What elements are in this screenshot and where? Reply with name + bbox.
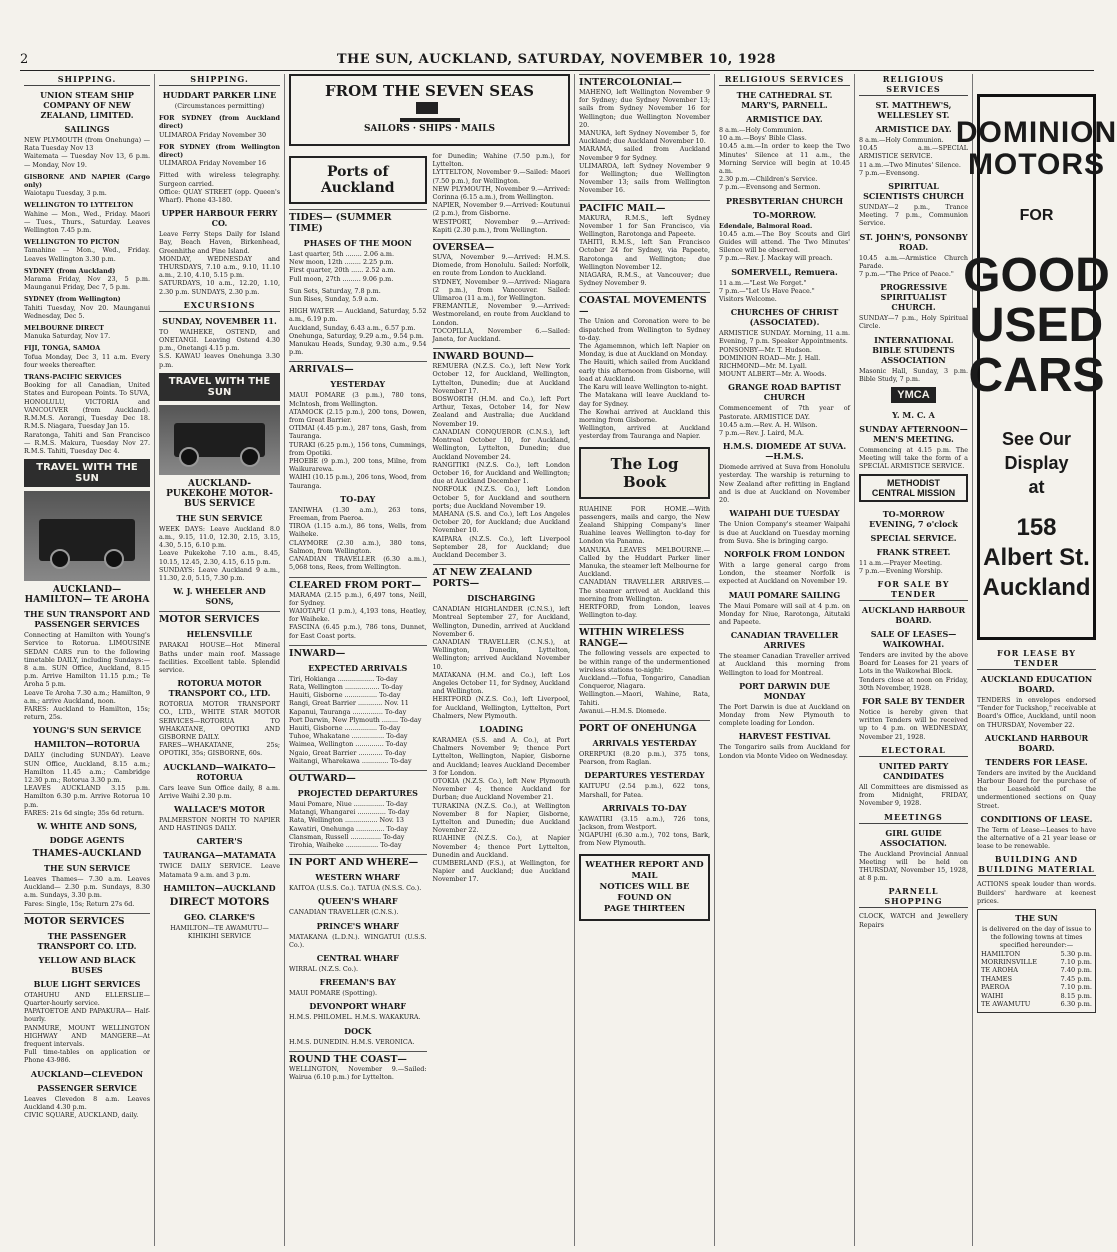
article-text: The Union Company's steamer Waipahi is due at Auckland on Tuesday morning from Suva. She is bringing cargo. [719, 520, 850, 545]
article-text: The Tongariro sails from Auckland for London via Monte Video on Wednesday. [719, 743, 850, 760]
notice-text: Commencing at 4.15 p.m. The Meeting will take the form of a SPECIAL ARMISTICE SERVICE. [859, 446, 968, 471]
ad-heading: HAMILTON—ROTORUA [34, 739, 140, 750]
sub-heading: DOCK [344, 1025, 372, 1036]
article-text: RUAHINE FOR HOME.—With passengers, mails and cargo, the New Zealand Shipping Company's liner Ruahine leaves Wellington to-day for London via Panama. MANUKA LEAVES MELBOURNE.—Called by the Huddart Parker liner Manuka, the steamer left Melbourne for Auckland. CANADIAN TRAVELLER ARRIVES.—The steamer arrived at Auckland this morning from Wellington. HERTFORD, from London, leaves Wellington to-day. [579, 504, 710, 620]
column-shipping-2 [155, 74, 285, 1246]
ad-subheading: THE SUN SERVICE [176, 512, 263, 523]
sub-heading: PROJECTED DEPARTURES [297, 787, 418, 798]
notice-text: SUNDAY—7 p.m., Holy Spiritual Circle. [859, 314, 968, 331]
column-religious-1 [715, 74, 855, 1246]
article-heading: NORFOLK FROM LONDON [723, 548, 845, 559]
ad-body: NEW PLYMOUTH (from Onehunga) — Rata Tuesday Nov 13 Waitemata — Tuesday Nov 13, 6 p.m. — Monday, Nov 19. GISBORNE AND NAPIER (Cargo only) Waiotapu Tuesday, 3 p.m. WELLINGTON TO LYTTELTON Wahine — Mon., Wed., Friday. Maori — Tues., Thurs., Saturday. Leaves Wellington 7.45 p.m. WELLINGTON TO PICTON Tamahine — Mon., Wed., Friday. Leaves Wellington 3.30 p.m. SYDNEY (from Auckland) Marama Friday, Nov 23, 5 p.m. Maunganui Friday, Dec 7, 5 p.m. SYDNEY (from Wellington) Tahiti Tuesday, Nov 20. Maunganui Wednesday, Dec 5. MELBOURNE DIRECT Manuka Saturday, Nov 17. FIJI, TONGA, SAMOA Tofua Monday, Dec 3, 11 a.m. Every four weeks thereafter. TRANS-PACIFIC SERVICES Booking for all Canadian, United States and European Points. To SUVA, HONOLULU, VICTORIA and VANCOUVER (from Auckland). R.M.M.S. Aorangi, Tuesday Dec 18. R.M.S. Niagara, Tuesday Jan 15. Raratonga, Tahiti and San Francisco — R.M.S. Makura, Tuesday Nov 27. R.M.S. Tahiti, Tuesday Dec 4. [24, 136, 150, 455]
article-text: The Maui Pomare will sail at 4 p.m. on Monday for Niue, Rarotonga, Aitutaki and Papeete. [719, 601, 850, 626]
article-heading: HARVEST FESTIVAL [738, 731, 831, 742]
notice-text: Edendale, Balmoral Road. 10.45 a.m.—The Boy Scouts and Girl Guides will attend. The Two Minutes' Silence will be observed. 7 p.m.—Rev. J. Mackay will preach. [719, 221, 850, 263]
column-header: SHIPPING. [24, 74, 150, 86]
section-heading: TIDES— (SUMMER TIME) [289, 209, 427, 234]
section-heading: OVERSEA— [433, 239, 571, 253]
article-text: Diomede arrived at Suva from Honolulu yesterday. The warship is returning to New Zealand after refitting in England and is due at Auckland on November 20. [719, 463, 850, 505]
section-header: MEETINGS [859, 812, 968, 824]
ad-heading: HUDDART PARKER LINE [162, 90, 277, 100]
ad-body: WEEK DAYS: Leave Auckland 8.0 a.m., 9.15, 11.0, 12.30, 2.15, 3.15, 4.30, 5.15, 6.10 p.m. Leave Pukekohe 7.10 a.m., 8.45, 10.15, 12.45, 2.30, 4.15, 6.15 p.m. SUNDAYS: Leave Auckland 9 a.m., 11.30, 2.0, 5.15, 7.30 p.m. [159, 524, 280, 583]
ad-body: Cars leave Sun Office daily, 8 a.m. Arrive Waihi 2.30 p.m. [159, 783, 280, 800]
ad-body: Connecting at Hamilton with Young's Service to Rotorua. LIMOUSINE SEDAN CARS run to the following timetable DAILY, including Sundays:— 8 a.m. SUN Office, Auckland, 8.15 p.m. Arrive Hamilton 11.15 p.m.; Te Aroha 5 p.m. Leave Te Aroha 7.30 a.m.; Hamilton, 9 a.m.; arrive Auckland, noon. FARES: Auckland to Hamilton, 15s; return, 25s. [24, 631, 150, 722]
methodist-mission-logo: METHODIST CENTRAL MISSION [859, 474, 968, 502]
bus-photo [159, 405, 280, 475]
section-heading: INWARD— [289, 645, 427, 659]
sun-delivery-box [977, 909, 1096, 1012]
sub-heading: FREEMAN'S BAY [319, 977, 396, 988]
ad-body: PARAKAI HOUSE—Hot Mineral Baths under main roof. Massage facilities. Excellent table. Splendid service. [159, 641, 280, 674]
ad-headline: DOMINION MOTORS [955, 116, 1117, 181]
travel-with-the-sun-banner: TRAVEL WITH THE SUN [24, 459, 150, 487]
ad-heading: HELENSVILLE [186, 629, 253, 640]
ad-heading: ROTORUA MOTOR TRANSPORT CO., LTD. [168, 678, 271, 699]
ad-heading: UNION STEAM SHIP COMPANY OF NEW ZEALAND, LIMITED. [40, 90, 134, 120]
sub-heading: DEPARTURES YESTERDAY [584, 770, 705, 781]
article-text: ORERPUKI (8.20 p.m.), 375 tons, Pearson, from Raglan. [579, 749, 710, 767]
ad-subheading: THE SUN SERVICE [44, 862, 130, 873]
delivery-times-table [981, 950, 1092, 1009]
table-row: WAIHI 8.15 p.m. [981, 991, 1092, 1000]
notice-text: The Auckland Provincial Annual Meeting will be held on THURSDAY, November 15, 1928, at 8 p.m. [859, 849, 968, 883]
ports-of-auckland-box: Ports of Auckland [289, 156, 427, 204]
sub-heading: CENTRAL WHARF [316, 952, 399, 963]
notice-text: Tenders are invited by the above Board for Leases for 21 years of Lots in the Waikowhai Block. Tenders close at noon on Friday, 30th November, 1928. [859, 651, 968, 692]
ad-heading: HAMILTON—AUCKLAND [163, 882, 276, 893]
sub-heading: ARRIVALS YESTERDAY [592, 737, 697, 748]
column-intercolonial [575, 74, 715, 1246]
cleared-list: MARAMA (2.15 p.m.), 6,497 tons, Neill, for Sydney. WAIOTAPU (1 p.m.), 4,193 tons, Heatley, for Waiheke. FASCINA (6.45 p.m.), 786 tons, Dunnet, for East Coast ports. [289, 590, 427, 640]
ad-subheading: DODGE AGENTS [49, 834, 125, 845]
section-heading: MOTOR SERVICES [159, 611, 280, 625]
ad-body: Leaves Thames— 7.30 a.m. Leaves Auckland— 2.30 p.m. Sundays, 8.30 a.m. Sundays, 3.30 p.m. Fares: Single, 15s; Return 27s 6d. [24, 874, 150, 908]
section-heading: PACIFIC MAIL— [579, 200, 710, 214]
masthead [20, 48, 1094, 71]
ad-heading: GRANGE ROAD BAPTIST CHURCH [728, 382, 841, 403]
article-text: MAKURA, R.M.S., left Sydney November 1 for San Francisco, via Wellington, Rarotonga and Papeete. TAHITI, R.M.S., left San Francisco October 24 for Sydney, via Papeete, Rarotonga and Wellington; due Wellington November 12. NIAGARA, R.M.S., at Vancouver; due Sydney November 9. [579, 213, 710, 288]
article-heading: H.M.S. DIOMEDE AT SUVA.—H.M.S. [722, 441, 847, 462]
column-advertisements [955, 74, 1117, 1246]
section-heading: ROUND THE COAST— [289, 1051, 427, 1065]
ad-heading: SOMERVELL, Remuera. [731, 266, 838, 277]
ad-heading: AUCKLAND— HAMILTON— TE AROHA [24, 585, 150, 606]
notice-text: 10.45 a.m.—Armistice Church Parade. 7 p.m.—"The Price of Peace." [859, 253, 968, 279]
ad-body: (Circumstances permitting) FOR SYDNEY (from Auckland direct) ULIMAROA Friday November 30 FOR SYDNEY (from Wellington direct) ULIMAROA Friday November 16 Fitted with wireless telegraphy. Surgeon carried. Office: QUAY STREET (opp. Queen's Wharf). Phone 43-180. [159, 102, 280, 205]
table-row: TE AROHA 7.40 p.m. [981, 966, 1092, 975]
article-heading: PORT DARWIN DUE MONDAY [739, 680, 830, 701]
ad-heading: AUCKLAND-PUKEKOHE MOTOR-BUS SERVICE [166, 478, 273, 509]
notice-text: Notice is hereby given that written Tenders will be received up to 4 p.m. on WEDNESDAY, November 21, 1928. [859, 708, 968, 741]
arrivals-list: TANIWHA (1.30 a.m.), 263 tons, Freeman, from Paeroa. TIROA (1.15 a.m.), 86 tons, Wells, from Waiheke. CLAYMORE (2.30 a.m.), 380 tons, Salmon, from Wellington. CANADIAN TRAVELLER (6.30 a.m.), 5,068 tons, Rees, from Wellington. [289, 505, 427, 572]
table-row: MORRINSVILLE 7.10 p.m. [981, 958, 1092, 967]
wharf-list: CANADIAN TRAVELLER (C.N.S.). [289, 908, 399, 917]
wharf-list: WIRRAL (N.Z.S. Co.). [289, 964, 359, 973]
ad-heading: AUCKLAND HARBOUR BOARD. [984, 732, 1089, 753]
section-header: PARNELL SHOPPING [859, 886, 968, 908]
notice-text: SUNDAY—2 p.m., Trance Meeting. 7 p.m., Communion Service. [859, 203, 968, 228]
article-heading: WAIPAHI DUE TUESDAY [729, 508, 840, 519]
ad-heading: SAILINGS [64, 124, 110, 134]
table-row: TE AWAMUTU 6.30 p.m. [981, 1000, 1092, 1009]
coast-list: WELLINGTON, November 9.—Sailed: Wairua (6.10 p.m.) for Lyttelton. [289, 1064, 427, 1081]
ad-heading: DIRECT MOTORS [169, 896, 270, 908]
ad-body: DAILY (including SUNDAY). Leave SUN Office, Auckland, 8.15 a.m.; Hamilton 11.45 a.m.; Cambridge 12.30 p.m.; Rotorua 3.30 p.m. LEAVES AUCKLAND 3.15 p.m. Hamilton 6.30 p.m. Arrive Rotorua 10 p.m. FARES: 21s 6d single; 35s 6d return. [24, 751, 150, 817]
ad-subheading: CONDITIONS OF LEASE. [980, 813, 1093, 824]
section-heading: INTERCOLONIAL— [579, 74, 710, 88]
section-header: FOR LEASE BY TENDER [977, 648, 1096, 670]
table-row: THAMES 7.45 p.m. [981, 974, 1092, 983]
section-heading: INWARD BOUND— [433, 348, 571, 362]
ad-subheading: SALE OF LEASES—WAIKOWHAI. [870, 629, 957, 650]
wharf-list: H.M.S. DUNEDIN. H.M.S. VERONICA. [289, 1037, 415, 1046]
ad-subheading: TO-MORROW EVENING, 7 o'clock [869, 508, 958, 529]
section-heading: CLEARED FROM PORT— [289, 577, 427, 591]
sub-heading: TO-DAY [340, 493, 376, 504]
ad-subheading: PASSENGER SERVICE [37, 1082, 137, 1093]
tide-table: Last quarter, 5th ........ 2.06 a.m. New moon, 12th ........ 2.25 p.m. First quarter, 20th ...... 2.52 a.m. Full moon, 27th ......... 9.06 p.m. Sun Sets, Saturday, 7.8 p.m. Sun Rises, Sunday, 5.9 a.m. HIGH WATER — Auckland, Saturday, 5.52 a.m., 6.19 p.m. Auckland, Sunday, 6.43 a.m., 6.57 p.m. Onehunga, Saturday, 9.29 a.m., 9.54 p.m. Manukau Heads, Sunday, 9.30 a.m., 9.54 p.m. [289, 250, 427, 357]
sub-heading: YESTERDAY [330, 379, 386, 390]
ad-heading: AUCKLAND HARBOUR BOARD. [861, 605, 966, 626]
notice-text: 8 a.m.—Holy Communion. 10 a.m.—Boys' Bible Class. 10.45 a.m.—In order to keep the Two Minutes' Silence at 11 a.m., the Morning Service will begin at 10.45 a.m. 2.30 p.m.—Children's Service. 7 p.m.—Evensong and Sermon. [719, 126, 850, 192]
ad-subheading: FRANK STREET. [876, 546, 951, 557]
ad-body: TO WAIHEKE, OSTEND, and ONETANGI. Leaving Ostend 4.30 p.m., Onetangi 4.15 p.m. S.S. KAWAU leaves Onehunga 3.30 p.m. [159, 327, 280, 369]
ad-heading: CARTER'S [196, 836, 243, 847]
section-heading: IN PORT AND WHERE— [289, 854, 427, 868]
ad-heading: THE PASSENGER TRANSPORT CO. LTD. [37, 930, 137, 951]
sub-heading: ARRIVALS TO-DAY [602, 802, 687, 813]
ad-subheading: SUNDAY AFTERNOON—MEN'S MEETING. [859, 424, 968, 445]
article-text: MAHENO, left Wellington November 9 for Sydney; due Sydney November 13; sails from Sydney November 16 for Wellington; due Wellington November 20. MANUKA, left Sydney November 5, for Auckland; due Auckland November 10. MARAMA, sailed from Auckland November 9 for Sydney. ULIMAROA, left Sydney November 9 for Wellington; due Wellington November 13; sails from Wellington November 16. [579, 88, 710, 195]
notice-text: ARMISTICE SUNDAY. Morning, 11 a.m. Evening, 7 p.m. Speaker Appointments. PONSONBY—Mr. T. Hudson. DOMINION ROAD—Mr. J. Hall. RICHMOND—Mr. M. Lyall. MOUNT ALBERT—Mr. A. Woods. [719, 329, 850, 379]
ad-subheading: YELLOW AND BLACK BUSES [38, 954, 136, 975]
article-heading: CANADIAN TRAVELLER ARRIVES [730, 630, 839, 651]
article-text: The Union and Coronation were to be dispatched from Wellington to Sydney to-day. The Agamemnon, which left Napier on Monday, is due at Auckland on Monday. The Hauiti, which sailed from Auckland early this afternoon from Gisborne, will load at Auckland. The Karu will leave Wellington to-night. The Matakana will leave Auckland to-day for Sydney. The Kowhai arrived at Auckland this morning from Gisborne. Wellington, arrived at Auckland yesterday from Tauranga and Napier. [579, 317, 710, 441]
ad-body: OTAHUHU AND ELLERSLIE—Quarter-hourly service. PAPATOETOE AND PAPAKURA— Half-hourly. PANMURE, MOUNT WELLINGTON HIGHWAY AND MANGERE—At frequent intervals. Full time-tables on application or Phone 43-986. [24, 990, 150, 1065]
ad-body: HAMILTON—TE AWAMUTU—KIHIKIHI SERVICE [170, 923, 269, 940]
ad-heading: WALLACE'S MOTOR [173, 803, 265, 814]
ad-heading: GIRL GUIDE ASSOCIATION. [880, 827, 947, 848]
ad-subheading: ARMISTICE DAY. [746, 114, 823, 124]
ad-heading: GEO. CLARKE'S [183, 911, 256, 922]
shipping-news-text: CANADIAN HIGHLANDER (C.N.S.), left Montreal September 27, for Auckland, Wellington, Dunedin, arrived at Auckland November 6. CANADIAN TRAVELLER (C.N.S.), at Wellington, Dunedin, Lyttelton, Wellington; arrived Auckland November 10. MATAKANA (H.M. and Co.), left Los Angeles October 11, for Sydney, Auckland and Wellington. HERTFORD (N.Z.S. Co.), left Liverpool, for Auckland, Wellington, Lyttelton, Port Chalmers, New Plymouth. [432, 605, 570, 720]
sub-heading: DISCHARGING [467, 593, 536, 604]
notice-text: 8 a.m.—Holy Communion. 10.45 a.m.—SPECIAL ARMISTICE SERVICE. 11 a.m.—Two Minutes' Silence. 7 p.m.—Evensong. [859, 136, 968, 177]
ad-heading: FOR SALE BY TENDER [862, 696, 965, 707]
ad-headline: GOOD USED CARS [963, 249, 1110, 402]
ad-heading: ST. JOHN'S, PONSONBY ROAD. [859, 231, 968, 252]
ad-body: PALMERSTON NORTH TO NAPIER AND HASTINGS DAILY. [159, 815, 280, 833]
article-heading: MAUI POMARE SAILING [728, 589, 841, 600]
ad-subheading: THE SUN TRANSPORT AND PASSENGER SERVICES [24, 609, 150, 630]
sub-heading: DEVONPORT WHARF [309, 1001, 407, 1012]
section-header: ELECTORAL [859, 745, 968, 757]
ad-body: Leave Ferry Steps Daily for Island Bay, Beach Haven, Birkenhead, Greenhithe and Pine Island. MONDAY, WEDNESDAY and THURSDAYS, 7.10 a.m., 9.10, 11.10 a.m., 2.10, 4.10, 5.15 p.m. SATURDAYS, 10 a.m., 12.20, 1.10, 2.30 p.m. SUNDAYS, 2.30 p.m. [159, 230, 280, 296]
sub-heading: QUEEN'S WHARF [317, 896, 398, 907]
ad-heading: UPPER HARBOUR FERRY CO. [161, 208, 278, 229]
column-shipping-1 [20, 74, 155, 1246]
sub-heading: PHASES OF THE MOON [303, 238, 412, 248]
notice-text: Masonic Hall, Sunday, 3 p.m. Bible Study, 7 p.m. [859, 366, 968, 383]
shipping-news-text: KARAMEA (S.S. and A. Co.), at Port Chalmers November 9; thence Port Lyttelton, Wellington, Napier, Gisborne and Auckland; leaves Auckland December 3 for London. OTOKIA (N.Z.S. Co.), left New Plymouth November 4; thence Auckland for Durban; due Auckland November 21. TURAKINA (N.Z.S. Co.), at Wellington November 8 for Napier, Gisborne, Lyttelton and Dunedin; due Auckland November 22. RUAHINE (N.Z.S. Co.), at Napier November 4; thence Port Lyttelton, Dunedin and Auckland. CUMBERLAND (F.S.), at Wellington, for Napier and Auckland; due Auckland November 17. [432, 735, 570, 884]
wharf-list: H.M.S. PHILOMEL. H.M.S. WAKAKURA. [289, 1013, 421, 1022]
ad-heading: W. J. WHEELER AND SONS, [173, 586, 266, 607]
page-title: THE SUN, AUCKLAND, SATURDAY, NOVEMBER 10, 1928 [336, 51, 776, 67]
ad-body: is delivered on the day of issue to the following towns at times specified hereunder:— [982, 925, 1091, 950]
ad-subheading: BLUE LIGHT SERVICES [33, 978, 141, 989]
ad-heading: SUNDAY, NOVEMBER 11. [162, 315, 277, 326]
notice-text: TENDERS in envelopes endorsed "Tender for Tuckshop," receivable at Board's Office, Auckland, until noon on THURSDAY, November 22. [977, 696, 1097, 729]
notice-text: The Term of Lease—Leases to have the alternative of a 21 year lease or lease to be renewable. [977, 825, 1096, 851]
expected-list: Tiri, Hokianga .................. To-day Rata, Wellington ................. To-day Hauiti, Gisborne ................ To-day Rangi, Great Barrier ............ Nov. 11 Kapanui, Tauranga ............... To-day Port Darwin, New Plymouth ........ To-day Hauiti, Gisborne ................ To-day Tuhoe, Whakatane ................ To-day Waimea, Wellington .............. To-day Ngaio, Great Barrier ............ To-day Waitangi, Wharekawa ............. To-day [289, 674, 422, 765]
ad-subheading: ARMISTICE DAY. [875, 124, 952, 134]
travel-with-the-sun-banner: TRAVEL WITH THE SUN [159, 373, 280, 401]
sub-heading: EXPECTED ARRIVALS [308, 662, 408, 673]
section-heading: ARRIVALS— [289, 361, 427, 375]
notice-text: 11 a.m.—"Lest We Forget." 7 p.m.—"Let Us Have Peace." Visitors Welcome. [719, 278, 815, 304]
ad-heading: Y. M. C. A [892, 410, 935, 421]
ad-heading: AUCKLAND EDUCATION BOARD. [980, 674, 1093, 694]
ad-heading: AUCKLAND—WAIKATO—ROTORUA [163, 761, 276, 782]
sub-heading: LOADING [479, 723, 524, 734]
table-row: HAMILTON 5.30 p.m. [981, 949, 1092, 958]
ad-heading: SPIRITUAL SCIENTISTS CHURCH [863, 181, 964, 202]
wharf-list: MATAKANA (L.D.N.). WINGATUI (U.S.S. Co.). [289, 932, 427, 949]
notice-text: Commencement of 7th year of Pastorate. ARMISTICE DAY. 10.45 a.m.—Rev. A. H. Wilson. 7 p.m.—Rev. J. Laird, M.A. [719, 404, 850, 438]
section-header: BUILDING AND BUILDING MATERIAL [978, 854, 1095, 875]
bus-photo [24, 491, 150, 581]
ad-heading: UNITED PARTY CANDIDATES [878, 760, 949, 781]
section-header: EXCURSIONS [159, 300, 280, 312]
column-header: SHIPPING. [159, 74, 280, 86]
ad-heading: THE SUN [1015, 913, 1058, 924]
section-heading: MOTOR SERVICES [24, 913, 150, 927]
dominion-motors-ad [955, 94, 1117, 640]
notice-text: Tenders are invited by the Auckland Harbour Board for the purchase of the Leasehold of the undermentioned sections on Quay Street. [977, 768, 1096, 810]
shipping-news-text: SUVA, November 9.—Arrived: H.M.S. Diomede, from Honolulu. Sailed: Norfolk, en route from London to Auckland. SYDNEY, November 9.—Arrived: Niagara (2 p.m.), from Vancouver. Sailed: Ulimaroa (11 a.m.), for Wellington. FREMANTLE, November 9.—Arrived: Westmoreland, en route from Auckland to London. TOCOPILLA, November 6.—Sailed: Janeta, for Auckland. [432, 253, 570, 344]
ad-text: See Our Display at [1001, 429, 1072, 497]
article-text: The Port Darwin is due at Auckland on Monday from New Plymouth to complete loading for London. [719, 702, 850, 728]
section-header: FOR SALE BY TENDER [859, 579, 968, 601]
ad-heading: TAURANGA—MATAMATA [163, 850, 276, 861]
column-header: RELIGIOUS SERVICES [719, 74, 850, 86]
section-heading: OUTWARD— [289, 770, 427, 784]
section-heading: AT NEW ZEALAND PORTS— [433, 564, 571, 589]
notice-text: All Committees are dismissed as from Midnight, FRIDAY, November 9, 1928. [859, 782, 968, 808]
ad-heading: W. WHITE AND SONS, [36, 820, 137, 831]
sub-heading: PRINCE'S WHARF [316, 920, 399, 931]
notice-text: 11 a.m.—Prayer Meeting. 7 p.m.—Evening Worship. [859, 558, 943, 575]
log-book-box: The Log Book [579, 447, 710, 499]
ad-heading: PROGRESSIVE SPIRITUALIST CHURCH. [880, 282, 947, 313]
column-religious-2 [855, 74, 973, 1246]
article-text: The steamer Canadian Traveller arrived at Auckland this morning from Wellington to load for Montreal. [719, 652, 850, 677]
ad-subheading: TO-MORROW. [752, 209, 817, 220]
article-text: The following vessels are expected to be within range of the undermentioned wireless stations to-night: Auckland.—Tofua, Tongariro, Canadian Conqueror, Niagara. Wellington.—Maori, Wahine, Rata, Tahiti. Awanui.—H.M.S. Diomede. [579, 649, 710, 715]
shipping-news-text: REMUERA (N.Z.S. Co.), left New York October 12, for Auckland, Wellington, Lyttelton, Dunedin; due at Auckland November 17. BOSWORTH (H.M. and Co.), left Port Arthur, Texas, October 14, for New Zealand and Australia; due Auckland November 19. CANADIAN CONQUEROR (C.N.S.), left Montreal October 10, for Auckland, Wellington, Lyttelton, Dunedin; due Auckland November 24. RANGITIKI (N.Z.S. Co.), left London October 16, for Auckland and Wellington; due at Auckland December 1. NORFOLK (N.Z.S. Co.), left London October 5, for Auckland and southern ports; due Auckland November 19. MAHANA (S.S. and Co.), left Los Angeles October 20, for Auckland; due Auckland November 10. KAIPARA (N.Z.S. Co.), left Liverpool September 28, for Auckland; due Auckland December 3. [432, 362, 570, 559]
notice-text: ACTIONS speak louder than words. Builders' hardware at keenest prices. [977, 880, 1096, 905]
article-text: KAWATIRI (3.15 a.m.), 726 tons, Jackson, from Westport. NGAPUHI (6.30 a.m.), 702 tons, Bark, from New Plymouth. [579, 814, 710, 848]
section-heading: PORT OF ONEHUNGA [579, 720, 710, 734]
ad-body: Leaves Clevedon 8 a.m. Leaves Auckland 4.30 p.m. CIVIC SQUARE, AUCKLAND, daily. [24, 1094, 150, 1120]
ad-heading: AUCKLAND—CLEVEDON [30, 1068, 144, 1079]
ad-heading: ST. MATTHEW'S, WELLESLEY ST. [875, 100, 952, 120]
departures-list: Maui Pomare, Niue ............... To-day Matangi, Whangarei .............. To-day Rata, Wellington ................ Nov. 13 Kawatiri, Onehunga .............. To-day Clansman, Russell ............... To-day Tirohia, Waiheke ................ To-day [289, 799, 410, 849]
ad-heading: THE CATHEDRAL ST. MARY'S, PARNELL. [736, 90, 833, 110]
ad-heading: PRESBYTERIAN CHURCH [725, 195, 844, 206]
sub-heading: WESTERN WHARF [315, 872, 401, 883]
ad-body: ROTORUA MOTOR TRANSPORT CO., LTD., WHITE STAR MOTOR SERVICES—ROTORUA TO WHAKATANE, OPOTIKI AND GISBORNE DAILY. FARES—WHAKATANE, 25s; OPOTIKI, 35s; GISBORNE, 60s. [159, 700, 280, 758]
column-shipping-news [285, 74, 575, 1246]
ad-heading: YOUNG'S SUN SERVICE [32, 725, 142, 736]
ad-text: FOR [1019, 207, 1054, 224]
table-row: PAEROA 7.10 p.m. [981, 983, 1092, 992]
arrivals-list: MAUI POMARE (3 p.m.), 780 tons, McIntosh, from Wellington. ATAMOCK (2.15 p.m.), 200 tons, Dowen, from Great Barrier. OTIMAI (4.45 p.m.), 287 tons, Gash, from Tauranga. TURAKI (6.25 p.m.), 156 tons, Cummings, from Opotiki. PHOEBE (9 p.m.), 200 tons, Milne, from Waikurarewa. WAIHI (10.15 p.m.), 206 tons, Wood, from Tauranga. [289, 391, 427, 490]
ship-icon [400, 102, 460, 122]
notice-text: CLOCK, WATCH and Jewellery Repairs [859, 912, 968, 929]
article-text: With a large general cargo from London, the steamer Norfolk is expected at Auckland on November 19. [719, 560, 850, 586]
column-header: RELIGIOUS SERVICES [859, 74, 968, 96]
shipping-news-text: for Dunedin; Wahine (7.50 p.m.), for Lyttelton. LYTTELTON, November 9.—Sailed: Maori (7.50 p.m.), for Wellington. NEW PLYMOUTH, November 9.—Arrived: Corinna (6.15 a.m.), from Wellington. NAPIER, November 9.—Arrived: Koutunui (2 p.m.), from Gisborne. WESTPORT, November 9.—Arrived: Kapiti (2.30 p.m.), from Wellington. [432, 152, 570, 234]
ad-address: 158 Albert St. Auckland [982, 514, 1091, 601]
page-number: 2 [20, 51, 29, 67]
wharf-list: MAUI POMARE (Spotting). [289, 989, 378, 998]
ad-heading: INTERNATIONAL BIBLE STUDENTS ASSOCIATION [872, 334, 955, 365]
wharf-list: KAITOA (U.S.S. Co.). TATUA (N.S.S. Co.). [289, 884, 422, 893]
ad-body: TWICE DAILY SERVICE. Leave Matamata 9 a.m. and 3 p.m. [159, 862, 280, 879]
weather-report-notice: WEATHER REPORT AND MAIL NOTICES WILL BE FOUND ON PAGE THIRTEEN [579, 854, 710, 921]
seven-seas-banner: FROM THE SEVEN SEAS SAILORS · SHIPS · MAILS [289, 74, 570, 146]
article-text: KAITUPU (2.54 p.m.), 622 tons, Marshall, for Patea. [579, 782, 710, 799]
ad-heading: THAMES-AUCKLAND [32, 848, 142, 859]
ymca-logo: YMCA [891, 387, 935, 403]
ad-subheading: TENDERS FOR LEASE. [985, 756, 1088, 767]
section-heading: COASTAL MOVEMENTS— [579, 292, 710, 317]
newspaper-page [20, 74, 1117, 1246]
section-heading: WITHIN WIRELESS RANGE— [579, 624, 710, 649]
ad-heading: CHURCHES OF CHRIST (ASSOCIATED). [730, 307, 839, 328]
ad-subheading: SPECIAL SERVICE. [870, 532, 957, 543]
